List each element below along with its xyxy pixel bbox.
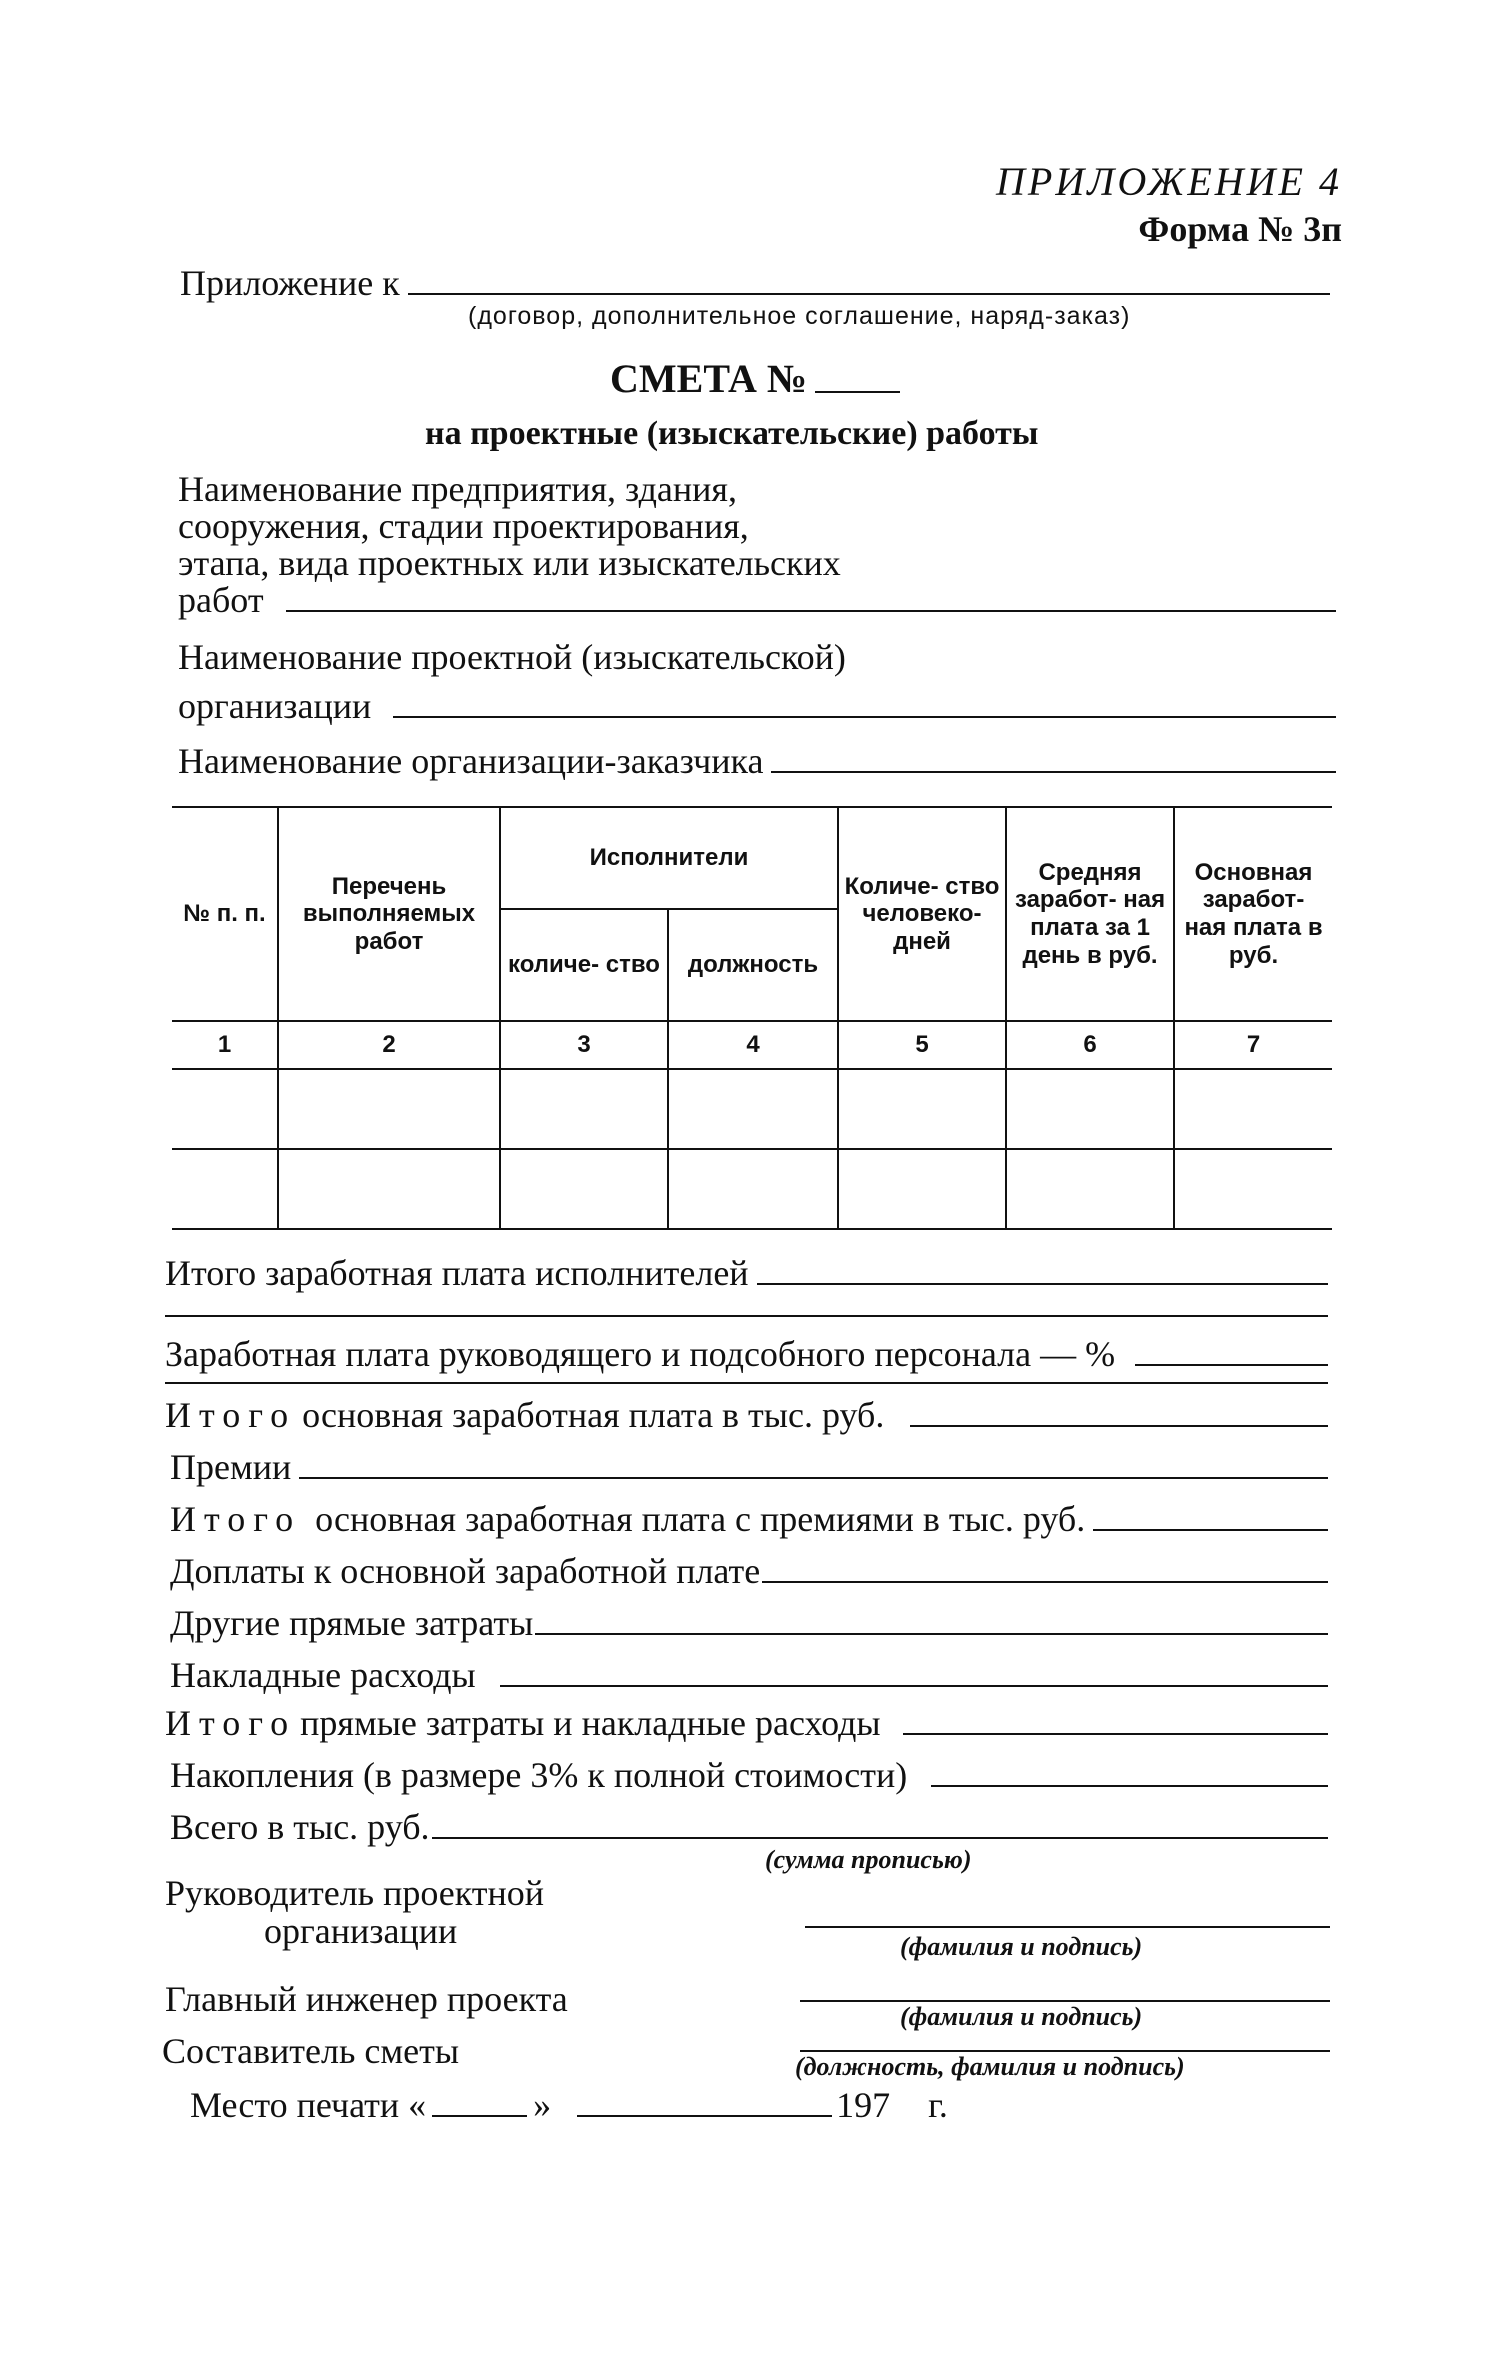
col-base-pay-header: Основная заработ- ная плата в руб. — [1174, 807, 1332, 1021]
appendix-heading: ПРИЛОЖЕНИЕ 4 — [996, 159, 1342, 204]
accumulation-label: Накопления (в размере 3% к полной стоимости) — [170, 1755, 908, 1795]
table-cell — [838, 1149, 1006, 1229]
col-number: 4 — [668, 1021, 838, 1069]
stamp-row — [190, 2084, 948, 2126]
surcharges-blank — [762, 1581, 1328, 1583]
table-cell — [668, 1069, 838, 1149]
table-row — [172, 1069, 1332, 1149]
object-blank — [286, 610, 1336, 612]
head-line-2: организации — [264, 1911, 458, 1951]
stamp-year-suffix: г. — [928, 2085, 948, 2125]
head-signature-line — [805, 1926, 1330, 1928]
mgmt-pay-label: Заработная плата руководящего и подсобного персонала — % — [165, 1334, 1116, 1374]
object-line-1: Наименование предприятия, здания, — [178, 469, 737, 509]
smeta-title: СМЕТА № — [610, 356, 808, 401]
head-note: (фамилия и подпись) — [900, 1932, 1143, 1961]
other-direct-blank — [535, 1633, 1328, 1635]
bonuses-label: Премии — [170, 1447, 292, 1487]
bonuses-row — [170, 1446, 1328, 1488]
smeta-title-row — [610, 355, 900, 402]
col-mandays-header: Количе- ство человеко- дней — [838, 807, 1006, 1021]
total-direct-blank — [903, 1733, 1328, 1735]
table-cell — [278, 1149, 500, 1229]
divider — [165, 1382, 1328, 1384]
total-direct-row — [165, 1702, 1328, 1744]
total-exec-pay-blank — [757, 1283, 1328, 1285]
col-qty-header: количе- ство — [500, 909, 668, 1021]
compiler-note: (должность, фамилия и подпись) — [795, 2052, 1185, 2081]
mgmt-pay-blank — [1135, 1364, 1328, 1366]
col-executors-header: Исполнители — [500, 807, 838, 909]
overhead-blank — [500, 1685, 1328, 1687]
total-bonus-label: основная заработная плата с премиями в тыс. руб. — [315, 1499, 1086, 1539]
total-base-itogo: Итого — [165, 1395, 297, 1435]
head-line-1: Руководитель проектной — [165, 1873, 545, 1913]
table-cell — [500, 1149, 668, 1229]
attachment-note: (договор, дополнительное соглашение, наряд-заказ) — [468, 302, 1131, 330]
object-line-2: сооружения, стадии проектирования, — [178, 506, 749, 546]
grand-total-label: Всего в тыс. руб. — [170, 1807, 430, 1847]
chief-engineer-label: Главный инженер проекта — [165, 1979, 568, 2019]
customer-label: Наименование организации-заказчика — [178, 741, 764, 781]
grand-total-row — [170, 1806, 1328, 1848]
grand-total-blank — [432, 1837, 1328, 1839]
table-cell — [500, 1069, 668, 1149]
table-cell — [278, 1069, 500, 1149]
col-avg-pay-header: Средняя заработ- ная плата за 1 день в руб. — [1006, 807, 1174, 1021]
col-number: 3 — [500, 1021, 668, 1069]
org-blank — [393, 716, 1336, 718]
total-bonus-row — [170, 1498, 1328, 1540]
grand-total-note: (сумма прописью) — [765, 1845, 972, 1874]
other-direct-label: Другие прямые затраты — [170, 1603, 534, 1643]
smeta-number-blank — [815, 391, 900, 393]
table-cell — [668, 1149, 838, 1229]
table-cell — [172, 1149, 278, 1229]
total-base-blank — [910, 1425, 1328, 1427]
table-cell — [838, 1069, 1006, 1149]
org-row — [178, 685, 1336, 727]
col-works-header: Перечень выполняемых работ — [278, 807, 500, 1021]
month-blank — [577, 2115, 832, 2117]
attachment-label: Приложение к — [180, 263, 400, 303]
accumulation-row — [170, 1754, 1328, 1796]
attachment-row — [180, 262, 1330, 304]
divider — [165, 1315, 1328, 1317]
total-exec-pay-label: Итого заработная плата исполнителей — [165, 1253, 749, 1293]
col-number: 1 — [172, 1021, 278, 1069]
other-direct-row — [170, 1602, 1328, 1644]
col-number: 7 — [1174, 1021, 1332, 1069]
overhead-label: Накладные расходы — [170, 1655, 476, 1695]
total-bonus-blank — [1093, 1529, 1328, 1531]
total-bonus-itogo: Итого — [170, 1499, 302, 1539]
table-row — [172, 1149, 1332, 1229]
object-line-3: этапа, вида проектных или изыскательских — [178, 543, 841, 583]
total-base-label: основная заработная плата в тыс. руб. — [302, 1395, 885, 1435]
table-cell — [1006, 1069, 1174, 1149]
table-cell — [1174, 1069, 1332, 1149]
surcharges-label: Доплаты к основной заработной плате — [170, 1551, 761, 1591]
col-number: 2 — [278, 1021, 500, 1069]
table-cell — [172, 1069, 278, 1149]
stamp-label: Место печати « — [190, 2085, 427, 2125]
compiler-label: Составитель сметы — [162, 2031, 460, 2071]
total-direct-label: прямые затраты и накладные расходы — [300, 1703, 881, 1743]
overhead-row — [170, 1654, 1328, 1696]
customer-blank — [771, 771, 1336, 773]
smeta-subtitle: на проектные (изыскательские) работы — [425, 415, 1039, 452]
col-position-header: должность — [668, 909, 838, 1021]
col-number: 6 — [1006, 1021, 1174, 1069]
total-direct-itogo: Итого — [165, 1703, 297, 1743]
org-line-2: организации — [178, 686, 372, 726]
smeta-table — [172, 806, 1332, 1230]
chief-note: (фамилия и подпись) — [900, 2002, 1143, 2031]
table-cell — [1174, 1149, 1332, 1229]
form-number: Форма № 3п — [1138, 209, 1342, 249]
stamp-close-quote: » — [533, 2085, 552, 2125]
object-line-4: работ — [178, 580, 264, 620]
table-cell — [1006, 1149, 1174, 1229]
surcharges-row — [170, 1550, 1328, 1592]
object-row — [178, 579, 1336, 621]
total-exec-pay-row — [165, 1252, 1328, 1294]
org-line-1: Наименование проектной (изыскательской) — [178, 637, 846, 677]
attachment-blank — [408, 293, 1330, 295]
stamp-year: 197 — [836, 2085, 891, 2125]
customer-row — [178, 740, 1336, 782]
col-number: 5 — [838, 1021, 1006, 1069]
accumulation-blank — [931, 1785, 1328, 1787]
total-base-row — [165, 1394, 1328, 1436]
bonuses-blank — [299, 1477, 1328, 1479]
day-blank — [432, 2115, 527, 2117]
mgmt-pay-row — [165, 1333, 1328, 1375]
col-no-header: № п. п. — [172, 807, 278, 1021]
